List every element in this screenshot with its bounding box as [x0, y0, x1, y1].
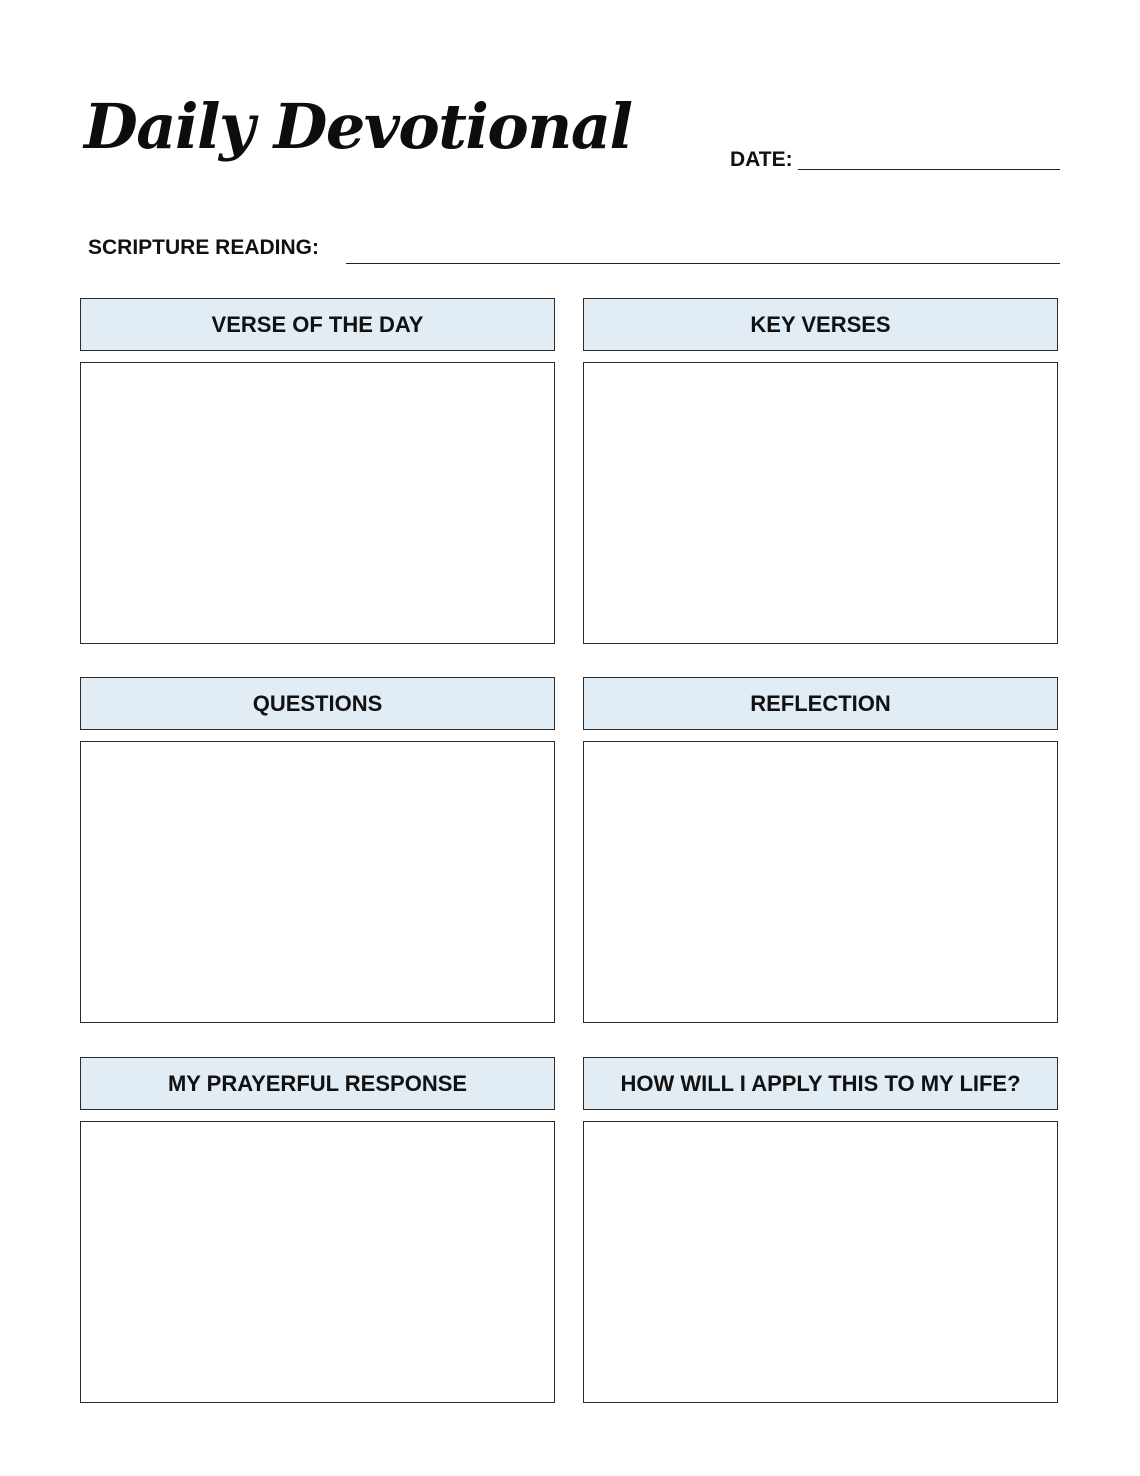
date-label: DATE:	[730, 148, 793, 171]
questions-box[interactable]	[80, 741, 555, 1023]
reflection-header	[583, 677, 1058, 730]
section-heading: VERSE OF THE DAY	[211, 311, 424, 337]
apply-to-life-header	[583, 1057, 1058, 1110]
apply-to-life-box[interactable]	[583, 1121, 1058, 1403]
scripture-reading-field	[88, 232, 1060, 264]
prayerful-response-header	[80, 1057, 555, 1110]
questions-header	[80, 677, 555, 730]
reflection-box[interactable]	[583, 741, 1058, 1023]
section-heading: MY PRAYERFUL RESPONSE	[167, 1070, 468, 1096]
section-heading: KEY VERSES	[750, 311, 891, 337]
verse-of-the-day-header	[80, 298, 555, 351]
section-heading: REFLECTION	[750, 690, 891, 716]
key-verses-header	[583, 298, 1058, 351]
section-heading: HOW WILL I APPLY THIS TO MY LIFE?	[620, 1070, 1021, 1096]
key-verses-box[interactable]	[583, 362, 1058, 644]
scripture-reading-label: SCRIPTURE READING:	[88, 236, 320, 259]
verse-of-the-day-box[interactable]	[80, 362, 555, 644]
date-field	[730, 142, 1060, 170]
prayerful-response-box[interactable]	[80, 1121, 555, 1403]
section-heading: QUESTIONS	[252, 690, 383, 716]
date-input-line[interactable]	[798, 169, 1060, 170]
scripture-reading-input-line[interactable]	[346, 263, 1060, 264]
page-title: Daily Devotional	[84, 90, 632, 163]
